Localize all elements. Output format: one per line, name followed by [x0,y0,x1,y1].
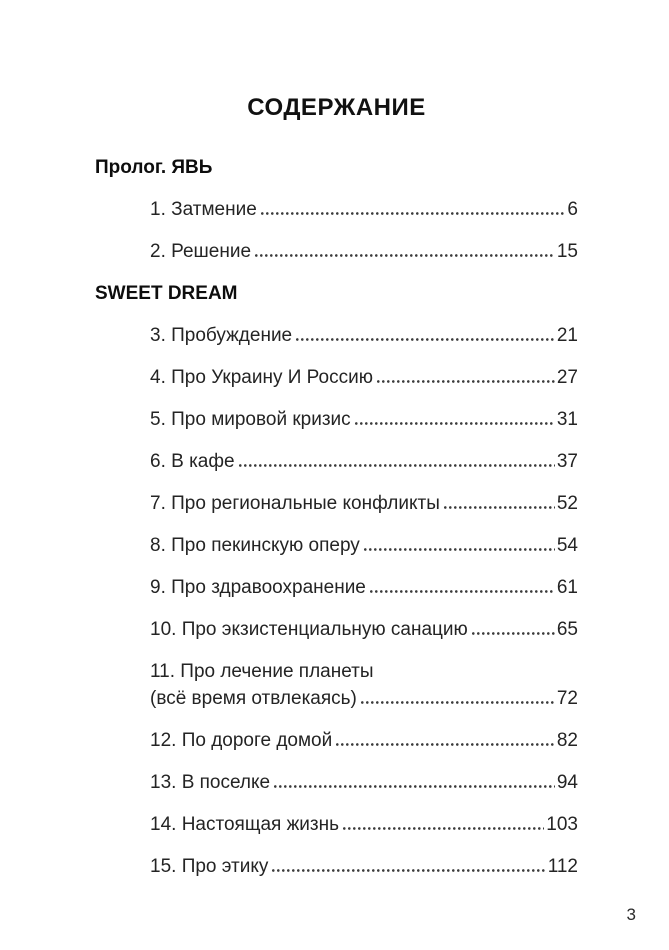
toc-entry [150,727,578,754]
dot-leader [355,410,555,425]
page-title: СОДЕРЖАНИЕ [247,94,426,121]
toc-entry [150,490,578,517]
toc-entry [150,616,578,643]
toc-entry-label: 13. В поселке [150,772,271,793]
toc-entry-label: 9. Про здравоохранение [150,577,366,598]
toc-entry-label: 10. Про экзистенциальную санацию [150,619,468,640]
toc-entry-page: 31 [556,409,578,430]
toc-entry-label: 12. По дороге домой [150,730,333,751]
toc-entry [150,811,578,838]
dot-leader [272,857,545,872]
dot-leader [364,536,555,551]
dot-leader [274,773,555,788]
dot-leader [239,452,555,467]
toc-entry-label: 2. Решение [150,241,252,262]
toc-entry-page: 82 [556,730,578,751]
toc-entry-label: 5. Про мировой кризис [150,409,351,430]
toc-entry [150,406,578,433]
toc-entry [150,769,578,796]
toc-entry-page: 94 [556,772,578,793]
toc-entry [150,448,578,475]
toc-entry [150,364,578,391]
toc-entry-page: 27 [556,367,578,388]
toc-entry-page: 52 [556,493,578,514]
toc-entry-page: 21 [556,325,578,346]
toc-entry-page: 15 [556,241,578,262]
toc-entry [150,574,578,601]
toc-entry-label: 6. В кафе [150,451,235,472]
toc-entry-label: 14. Настоящая жизнь [150,814,340,835]
dot-leader [472,620,555,635]
dot-leader [255,242,555,257]
toc-entry-label: 15. Про этику [150,856,269,877]
dot-leader [377,368,555,383]
toc-entry-label: 11. Про лечение планеты [150,661,374,682]
dot-leader [336,731,555,746]
toc-entry-label: 1. Затмение [150,199,257,220]
toc-entry-page: 112 [547,856,578,877]
toc-entry-page: 103 [546,814,578,835]
page-number: 3 [626,905,636,924]
toc-entry [150,322,578,349]
dot-leader [296,326,555,341]
toc-entry-page: 37 [556,451,578,472]
toc-entry [150,853,578,880]
toc-entry [150,532,578,559]
toc-entry-page: 65 [556,619,578,640]
toc-entry-two-line [150,658,578,712]
toc-entry-page: 6 [567,199,578,220]
toc-section-heading-prolog: Пролог. ЯВЬ [95,157,213,178]
toc-entry-label-continuation: (всё время отвлекаясь) [150,688,357,709]
dot-leader [444,494,555,509]
toc-entry-label: 4. Про Украину И Россию [150,367,373,388]
toc-entry-page: 61 [556,577,578,598]
toc-section-heading-sweet-dream: SWEET DREAM [95,283,238,304]
toc-entry [150,238,578,265]
dot-leader [261,200,566,215]
toc-entry [150,196,578,223]
dot-leader [370,578,555,593]
toc-entry-label: 8. Про пекинскую оперу [150,535,360,556]
dot-leader [361,689,555,704]
toc-entry-label: 3. Пробуждение [150,325,293,346]
toc-entry-page: 72 [556,688,578,709]
dot-leader [343,815,544,830]
toc-entry-page: 54 [556,535,578,556]
toc-entry-label: 7. Про региональные конфликты [150,493,440,514]
